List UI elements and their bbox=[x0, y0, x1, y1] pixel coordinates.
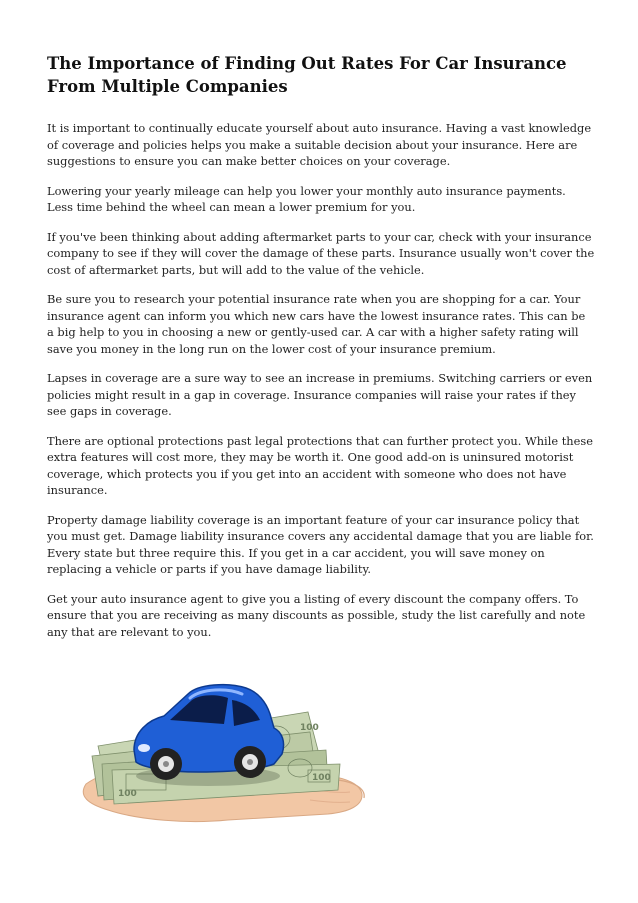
paragraph-property-damage: Property damage liability coverage is an important feature of your car insurance policy that you must get. Damage liability insurance covers any accidental damage that you are liable for. Every state but three require this. If you get in a car accident, you will save money on replacing a vehicle or parts if you have damage liability. bbox=[47, 512, 594, 576]
car-on-money-in-hand-icon bbox=[78, 672, 368, 832]
document-title: The Importance of Finding Out Rates For Car Insurance From Multiple Companies bbox=[47, 54, 567, 96]
paragraph-intro: It is important to continually educate yourself about auto insurance. Having a vast knowledge of coverage and policies helps you make a suitable decision about your insurance. Here are suggestions to ensure you can make better choices on your coverage. bbox=[47, 121, 592, 168]
paragraph-aftermarket-parts: If you've been thinking about adding aftermarket parts to your car, check with your insurance company to see if they will cover the damage of these parts. Insurance usually won't cover the cost of aftermarket parts, but will add to the value of the vehicle. bbox=[47, 229, 595, 277]
svg-text:100: 100 bbox=[312, 773, 331, 783]
paragraph-optional-protections: There are optional protections past legal protections that can further protect you. While these extra features will cost more, they may be worth it. One good add-on is uninsured motorist coverage, which protects you if you get into an accident with someone who does not have insurance. bbox=[47, 433, 593, 497]
paragraph-mileage: Lowering your yearly mileage can help you lower your monthly auto insurance payments. Less time behind the wheel can mean a lower premium for you. bbox=[47, 183, 566, 214]
svg-text:100: 100 bbox=[118, 789, 137, 799]
paragraph-coverage-lapses: Lapses in coverage are a sure way to see an increase in premiums. Switching carriers or even policies might result in a gap in coverage. Insurance companies will raise your rates if they see gaps in coverage. bbox=[47, 371, 593, 418]
svg-text:100: 100 bbox=[300, 723, 319, 733]
document-page bbox=[47, 52, 595, 653]
paragraph-discounts: Get your auto insurance agent to give you a listing of every discount the company offers. To ensure that you are receiving as many discounts as possible, study the list carefully and note any that are relevant to you. bbox=[47, 591, 586, 639]
paragraph-research-rates: Be sure you to research your potential insurance rate when you are shopping for a car. Your insurance agent can inform you which new cars have the lowest insurance rates. This can be a big help to you in choosing a new or gently-used car. A car with a higher safety rating will save you money in the long run on the lower cost of your insurance premium. bbox=[47, 292, 586, 356]
